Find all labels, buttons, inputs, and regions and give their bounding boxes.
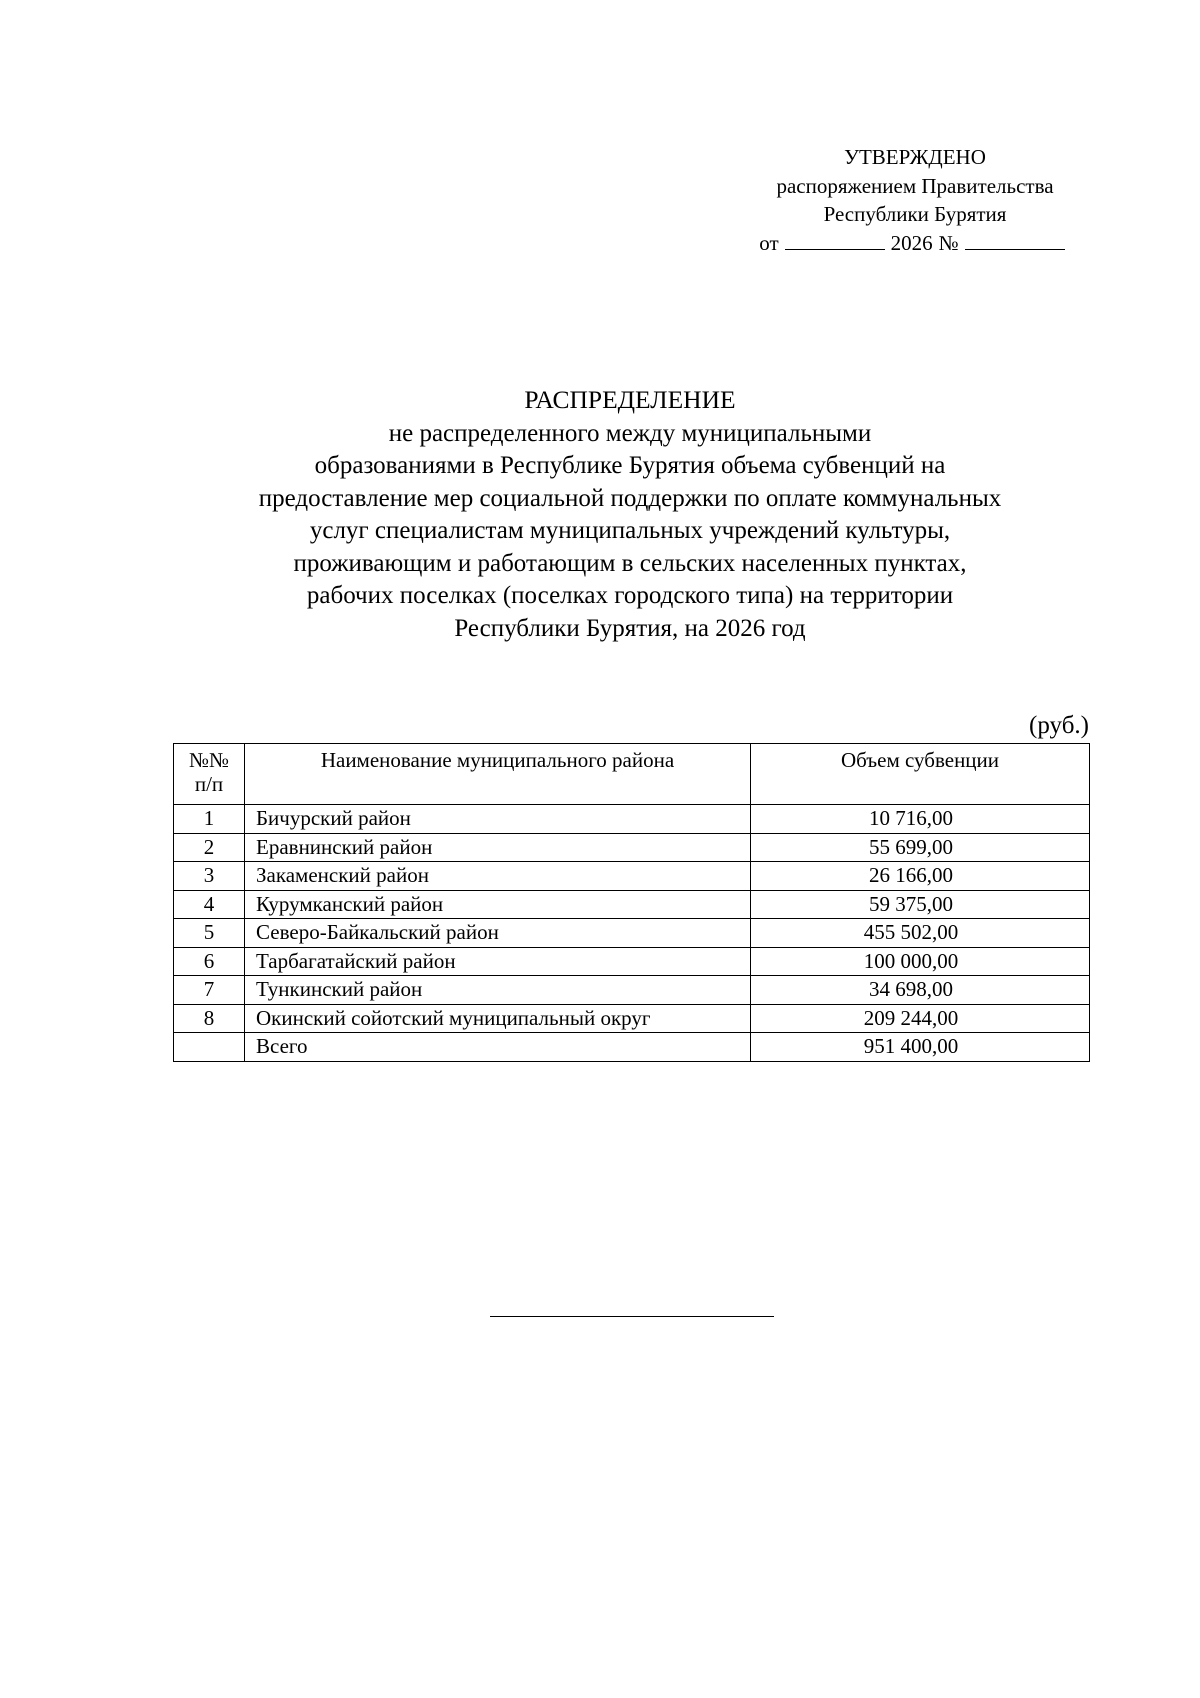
approval-year: 2026 <box>890 230 933 255</box>
table-row <box>174 862 1090 891</box>
row-district: Закаменский район <box>245 862 751 891</box>
row-value: 209 244,00 <box>751 1004 1090 1033</box>
row-district: Северо-Байкальский район <box>245 919 751 948</box>
header-value: Объем субвенции <box>751 744 1090 805</box>
row-number: 5 <box>174 919 245 948</box>
header-number <box>174 744 245 805</box>
title-line: не распределенного между муниципальными <box>388 419 872 447</box>
row-district: Курумканский район <box>245 890 751 919</box>
table-row <box>174 833 1090 862</box>
date-blank <box>785 231 885 250</box>
date-prefix: от <box>759 230 779 255</box>
title-line: рабочих поселках (поселках городского типа) на территории <box>306 582 954 609</box>
row-number: 8 <box>174 1004 245 1033</box>
currency-unit: (руб.) <box>1029 712 1089 739</box>
table-row <box>174 919 1090 948</box>
table-row <box>174 890 1090 919</box>
header-number-line1: №№ <box>188 748 230 772</box>
table-row <box>174 976 1090 1005</box>
row-value: 26 166,00 <box>751 862 1090 891</box>
row-value: 455 502,00 <box>751 919 1090 948</box>
total-number <box>174 1033 245 1062</box>
table-row <box>174 947 1090 976</box>
number-blank <box>965 231 1065 250</box>
approval-date-line <box>745 229 1085 258</box>
row-district: Окинский сойотский муниципальный округ <box>245 1004 751 1033</box>
row-district: Бичурский район <box>245 805 751 834</box>
total-label: Всего <box>245 1033 751 1062</box>
row-value: 59 375,00 <box>751 890 1090 919</box>
header-number-line2: п/п <box>194 772 224 796</box>
row-value: 10 716,00 <box>751 805 1090 834</box>
approval-stamp <box>745 143 1085 257</box>
number-sign: № <box>938 230 959 255</box>
row-district: Тункинский район <box>245 976 751 1005</box>
closing-line <box>490 1316 774 1317</box>
title-line: услуг специалистам муниципальных учреждений культуры, <box>309 517 951 544</box>
row-number: 3 <box>174 862 245 891</box>
title-line: предоставление мер социальной поддержки по оплате коммунальных <box>258 484 1002 512</box>
total-value: 951 400,00 <box>751 1033 1090 1062</box>
title-main: РАСПРЕДЕЛЕНИЕ <box>524 385 736 414</box>
row-number: 6 <box>174 947 245 976</box>
header-name: Наименование муниципального района <box>245 744 751 805</box>
row-value: 55 699,00 <box>751 833 1090 862</box>
approval-region: Республики Бурятия <box>823 202 1007 226</box>
row-number: 4 <box>174 890 245 919</box>
approval-authority: распоряжением Правительства <box>776 173 1054 198</box>
document-title <box>150 384 1110 645</box>
row-number: 1 <box>174 805 245 834</box>
table-total-row <box>174 1033 1090 1062</box>
table-row <box>174 805 1090 834</box>
row-district: Тарбагатайский район <box>245 947 751 976</box>
row-district: Еравнинский район <box>245 833 751 862</box>
row-value: 100 000,00 <box>751 947 1090 976</box>
table-header-row <box>174 744 1090 805</box>
title-line: Республики Бурятия, на 2026 год <box>454 614 806 642</box>
distribution-table <box>173 743 1090 1062</box>
approval-heading: УТВЕРЖДЕНО <box>844 145 986 169</box>
title-line: образованиями в Республике Бурятия объема субвенций на <box>314 452 946 479</box>
row-number: 7 <box>174 976 245 1005</box>
title-line: проживающим и работающим в сельских населенных пунктах, <box>293 549 967 577</box>
row-number: 2 <box>174 833 245 862</box>
row-value: 34 698,00 <box>751 976 1090 1005</box>
table-row <box>174 1004 1090 1033</box>
